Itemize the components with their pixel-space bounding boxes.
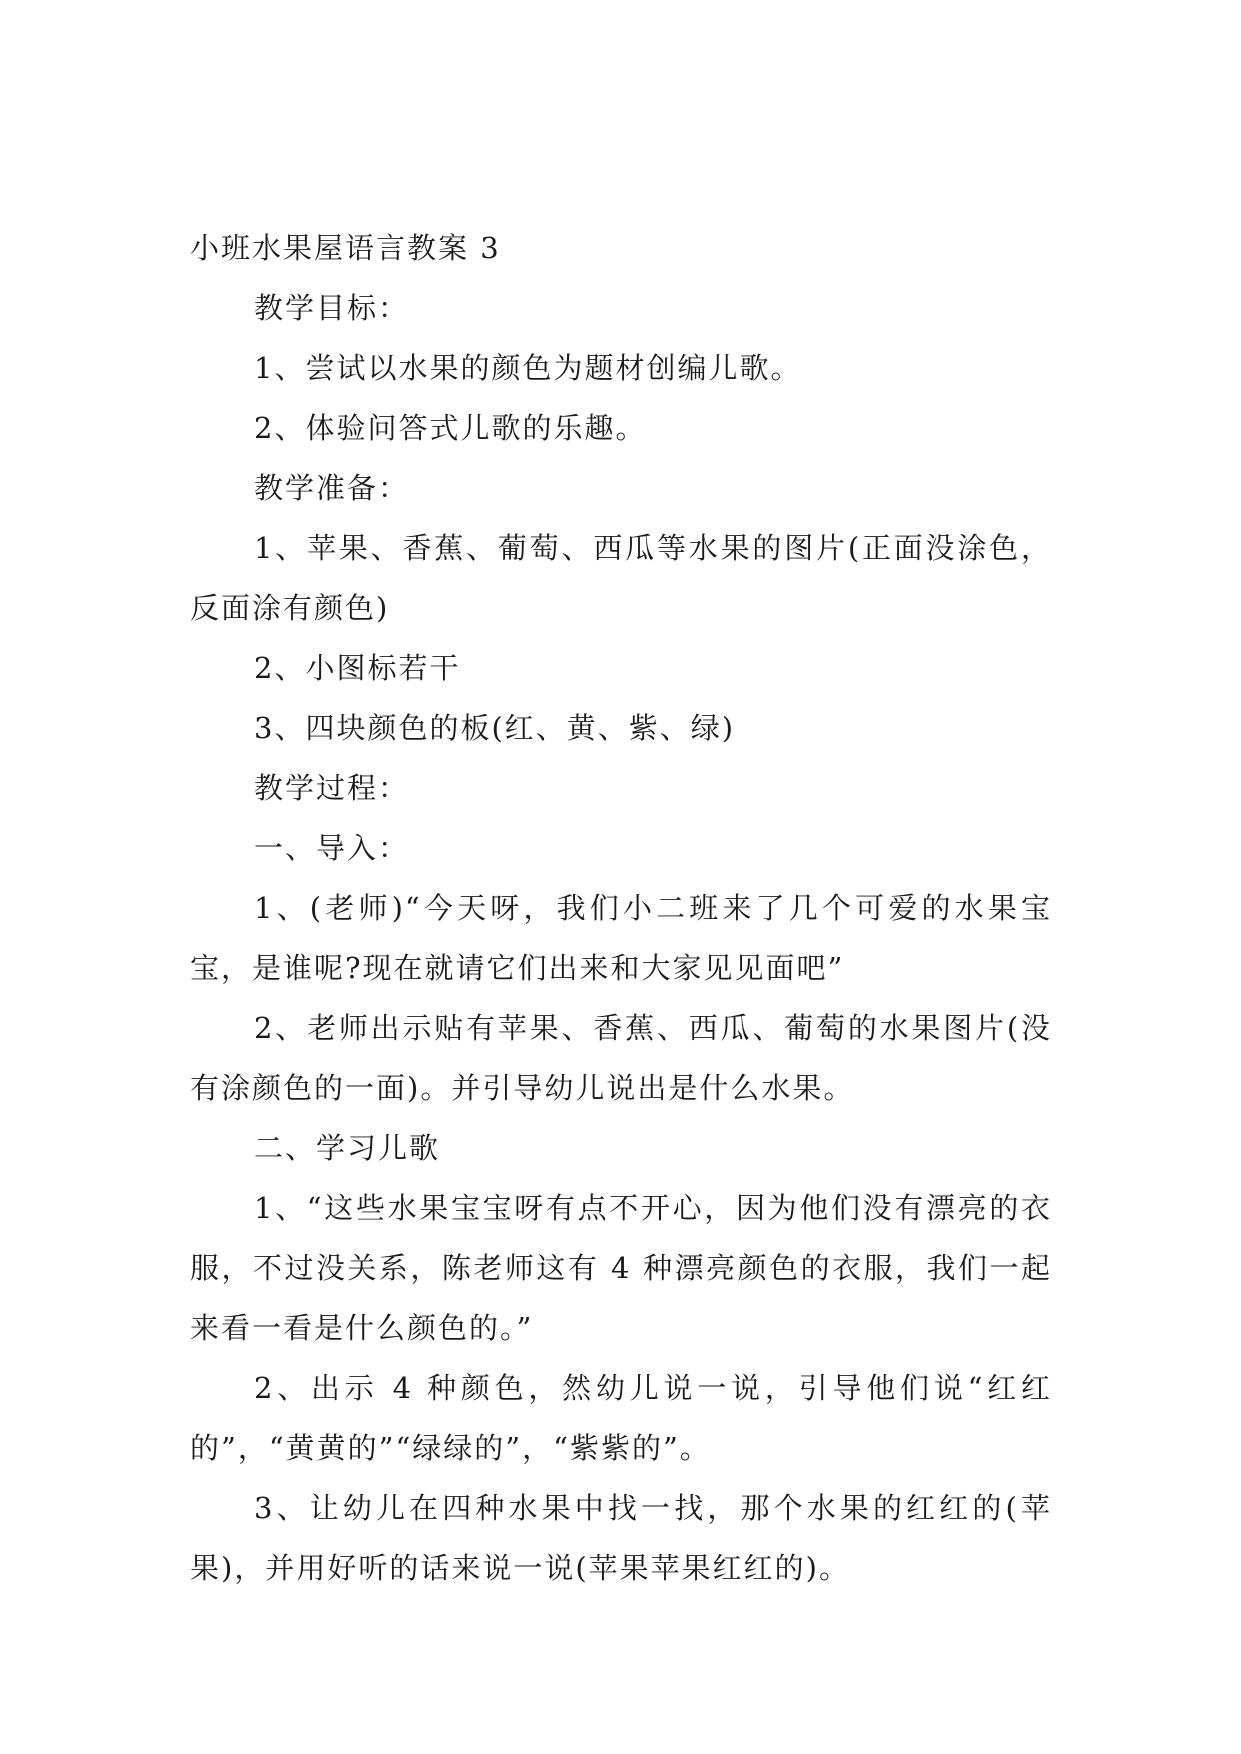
- section-introduction: 一、导入：: [254, 831, 410, 865]
- heading-teaching-process: 教学过程：: [254, 771, 410, 805]
- introduction-step-1: 1、(老师)“今天呀，我们小二班来了几个可爱的水果宝宝，是谁呢?现在就请它们出来和大家见见面吧”: [190, 891, 1052, 985]
- preparation-item-1: 1、苹果、香蕉、葡萄、西瓜等水果的图片(正面没涂色，反面涂有颜色): [190, 531, 1052, 625]
- learn-song-step-3: 3、让幼儿在四种水果中找一找，那个水果的红红的(苹果)，并用好听的话来说一说(苹果苹果红红的)。: [190, 1491, 1052, 1585]
- goal-item-2: 2、体验问答式儿歌的乐趣。: [254, 411, 647, 445]
- section-learn-song: 二、学习儿歌: [254, 1131, 441, 1165]
- learn-song-step-1: 1、“这些水果宝宝呀有点不开心，因为他们没有漂亮的衣服，不过没关系，陈老师这有 4 种漂亮颜色的衣服，我们一起来看一看是什么颜色的。”: [190, 1191, 1052, 1345]
- heading-teaching-goals: 教学目标：: [254, 291, 410, 325]
- introduction-step-2: 2、老师出示贴有苹果、香蕉、西瓜、葡萄的水果图片(没有涂颜色的一面)。并引导幼儿说出是什么水果。: [190, 1011, 1052, 1105]
- preparation-item-2: 2、小图标若干: [254, 651, 461, 685]
- goal-item-1: 1、尝试以水果的颜色为题材创编儿歌。: [254, 351, 802, 385]
- learn-song-step-2: 2、出示 4 种颜色，然幼儿说一说，引导他们说“红红的”，“黄黄的”“绿绿的”，“紫紫的”。: [190, 1371, 1052, 1465]
- heading-teaching-preparation: 教学准备：: [254, 471, 410, 505]
- document-title: 小班水果屋语言教案 3: [190, 231, 501, 265]
- preparation-item-3: 3、四块颜色的板(红、黄、紫、绿): [254, 711, 736, 745]
- document-body: [190, 218, 1052, 1598]
